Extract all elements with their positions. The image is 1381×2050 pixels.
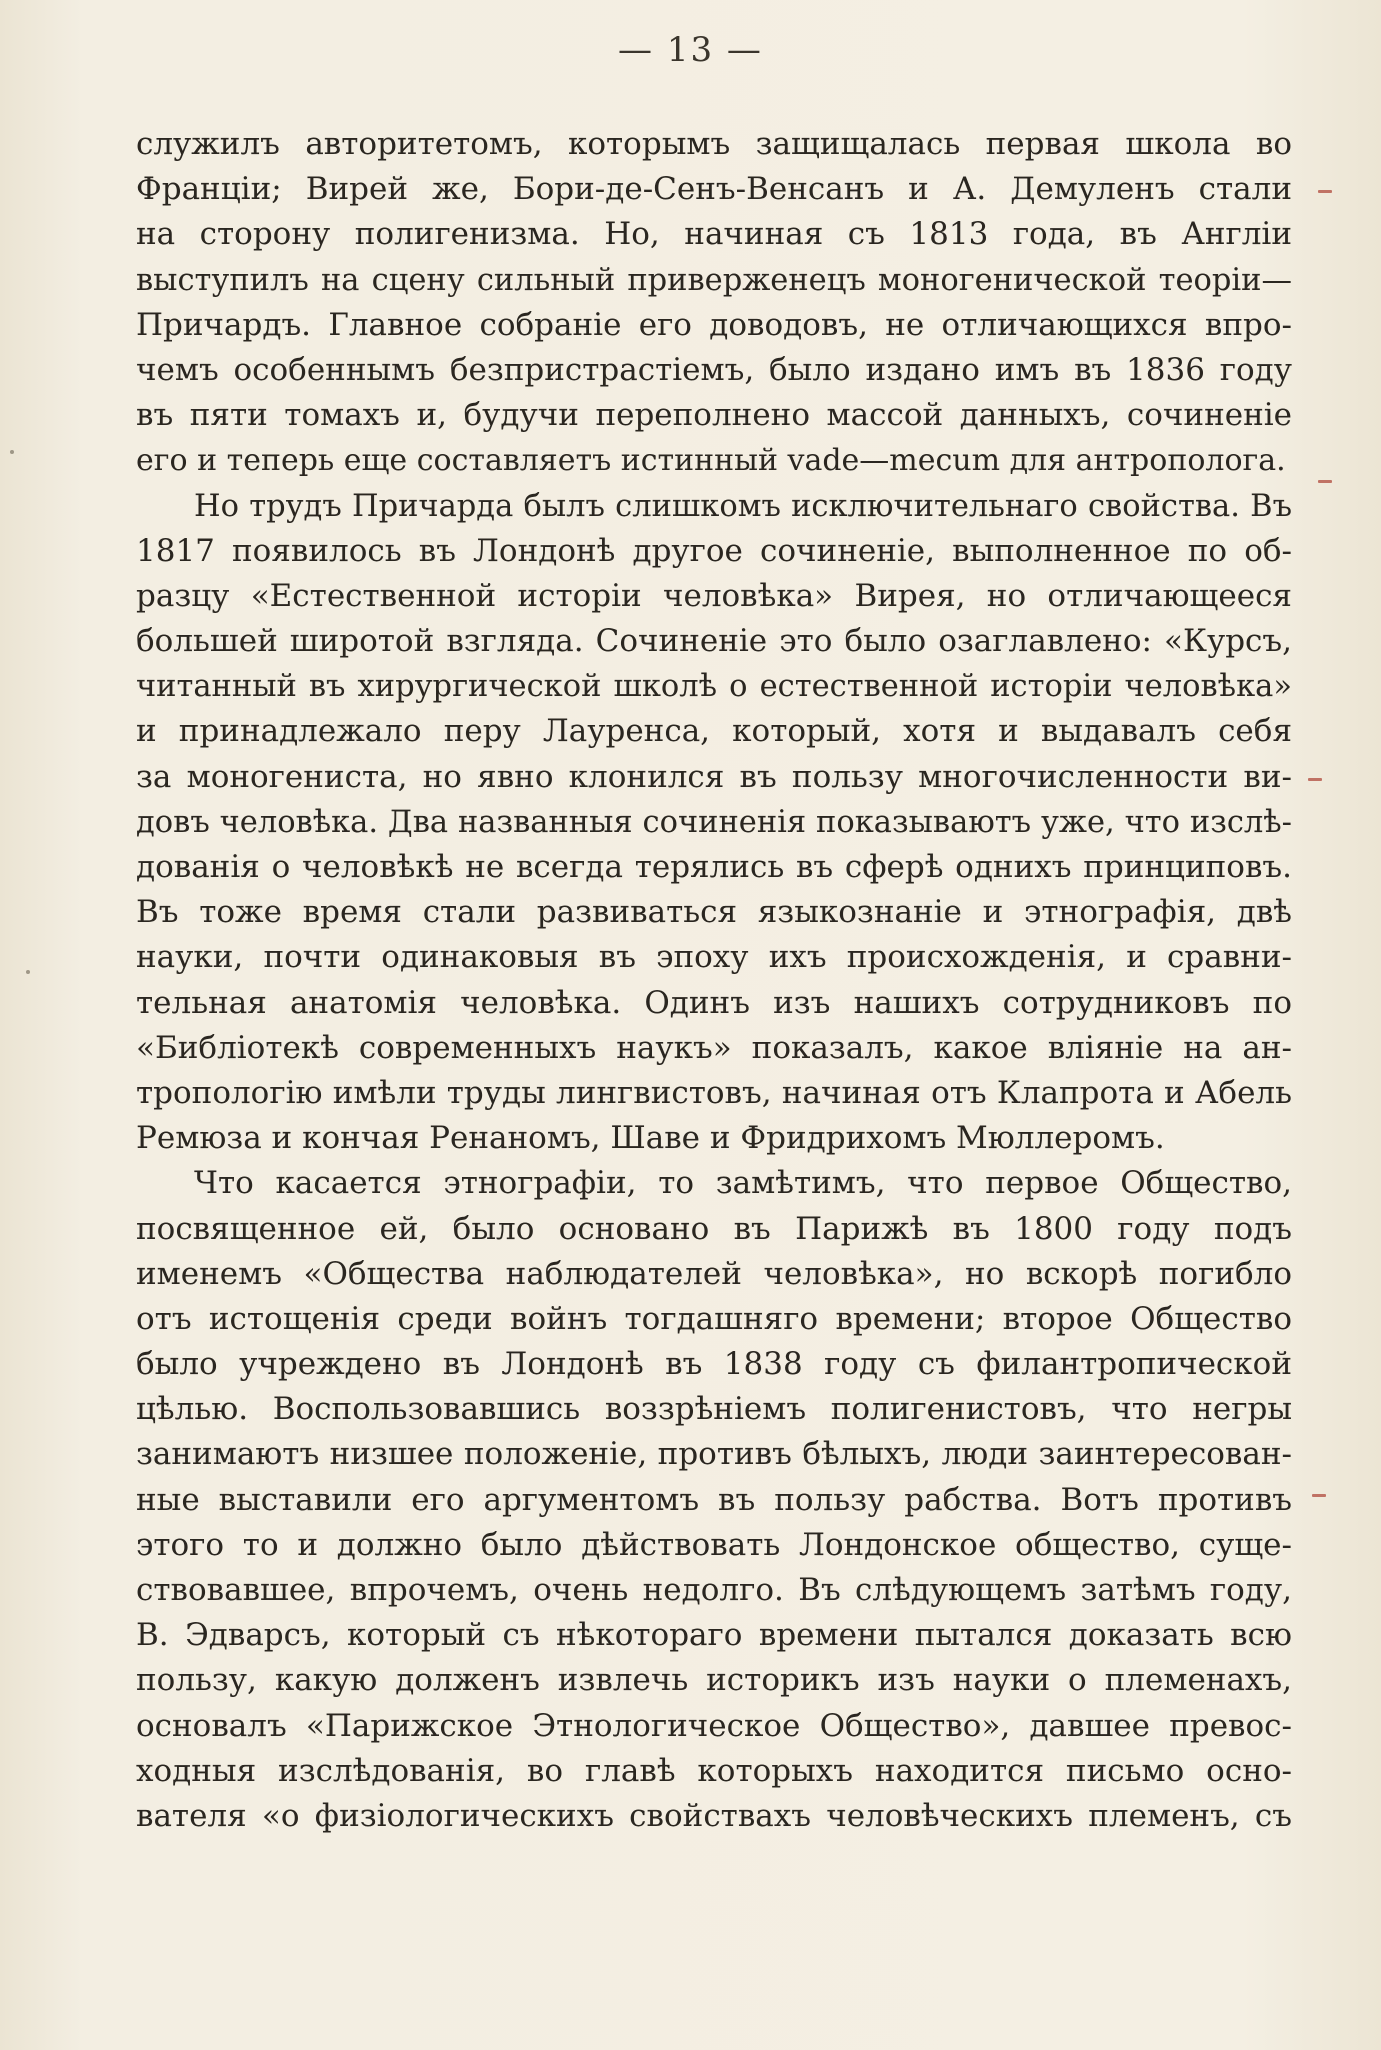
text-line: Причардъ. Главное собраніе его доводовъ, не отличающихся впро- bbox=[136, 306, 1292, 343]
text-line: занимаютъ низшее положеніе, противъ бѣлыхъ, люди заинтересован- bbox=[136, 1436, 1292, 1473]
text-line: читанный въ хирургической школѣ о естественной исторіи человѣка» bbox=[136, 669, 1292, 705]
text-line: служилъ авторитетомъ, которымъ защищалась первая школа во bbox=[136, 126, 1292, 162]
text-line: «Библіотекѣ современныхъ наукъ» показалъ, какое вліяніе на ан- bbox=[136, 1029, 1292, 1066]
text-line: основалъ «Парижское Этнологическое Общество», давшее превос- bbox=[136, 1707, 1292, 1744]
text-line: тельная анатомія человѣка. Одинъ изъ нашихъ сотрудниковъ по bbox=[136, 984, 1292, 1021]
margin-mark bbox=[1312, 1494, 1326, 1497]
text-line: за моногениста, но явно клонился въ пользу многочисленности ви- bbox=[136, 758, 1292, 795]
margin-mark bbox=[1318, 190, 1332, 193]
paper-speck bbox=[26, 970, 30, 974]
text-line: посвященное ей, было основано въ Парижѣ въ 1800 году подъ bbox=[136, 1210, 1292, 1247]
text-line: тропологію имѣли труды лингвистовъ, начиная отъ Клапрота и Абель bbox=[136, 1074, 1292, 1111]
paragraph-start-line: Что касается этнографіи, то замѣтимъ, что первое Общество, bbox=[194, 1165, 1292, 1202]
page-number: — 13 — bbox=[618, 30, 763, 70]
margin-mark bbox=[1318, 480, 1332, 483]
text-line: этого то и должно было дѣйствовать Лондонское общество, суще- bbox=[136, 1526, 1292, 1563]
text-line: Франціи; Вирей же, Бори-де-Сенъ-Венсанъ и А. Демуленъ стали bbox=[136, 171, 1292, 208]
paper-speck bbox=[10, 450, 14, 454]
text-line: ходныя изслѣдованія, во главѣ которыхъ находится письмо осно- bbox=[136, 1752, 1292, 1789]
text-line: его и теперь еще составляетъ истинный vade—mecum для антрополога. bbox=[136, 443, 1286, 479]
text-line: ные выставили его аргументомъ въ пользу рабства. Вотъ противъ bbox=[136, 1481, 1292, 1518]
text-line: и принадлежало перу Лауренса, который, хотя и выдавалъ себя bbox=[136, 713, 1292, 750]
text-line: Въ тоже время стали развиваться языкознаніе и этнографія, двѣ bbox=[136, 894, 1292, 931]
text-line: на сторону полигенизма. Но, начиная съ 1813 года, въ Англіи bbox=[136, 216, 1292, 253]
paragraph-start-line: Но трудъ Причарда былъ слишкомъ исключительнаго свойства. Въ bbox=[194, 488, 1292, 524]
text-line: науки, почти одинаковыя въ эпоху ихъ происхожденія, и сравни- bbox=[136, 939, 1292, 976]
text-line: выступилъ на сцену сильный приверженецъ моногенической теоріи— bbox=[136, 262, 1292, 298]
text-line: Ремюза и кончая Ренаномъ, Шаве и Фридрихомъ Мюллеромъ. bbox=[136, 1120, 1165, 1157]
text-line: было учреждено въ Лондонѣ въ 1838 году съ филантропической bbox=[136, 1346, 1292, 1383]
text-line: В. Эдварсъ, который съ нѣкотораго времени пытался доказать всю bbox=[136, 1617, 1292, 1654]
text-line: именемъ «Общества наблюдателей человѣка», но вскорѣ погибло bbox=[136, 1255, 1292, 1292]
text-line: 1817 появилось въ Лондонѣ другое сочиненіе, выполненное по об- bbox=[136, 532, 1292, 569]
text-line: разцу «Естественной исторіи человѣка» Вирея, но отличающееся bbox=[136, 577, 1292, 614]
text-line: дованія о человѣкѣ не всегда терялись въ сферѣ однихъ принциповъ. bbox=[136, 849, 1292, 885]
text-line: пользу, какую долженъ извлечь историкъ изъ науки о племенахъ, bbox=[136, 1662, 1292, 1699]
text-line: вателя «о физіологическихъ свойствахъ человѣческихъ племенъ, съ bbox=[136, 1797, 1292, 1834]
body-text bbox=[136, 122, 1292, 1839]
text-line: отъ истощенія среди войнъ тогдашняго времени; второе Общество bbox=[136, 1300, 1292, 1337]
text-line: ствовавшее, впрочемъ, очень недолго. Въ слѣдующемъ затѣмъ году, bbox=[136, 1572, 1292, 1608]
text-line: большей широтой взгляда. Сочиненіе это было озаглавлено: «Курсъ, bbox=[136, 623, 1292, 660]
text-line: чемъ особеннымъ безпристрастіемъ, было издано имъ въ 1836 году bbox=[136, 351, 1292, 388]
text-line: цѣлью. Воспользовавшись воззрѣніемъ полигенистовъ, что негры bbox=[136, 1391, 1292, 1428]
text-line: въ пяти томахъ и, будучи переполнено массой данныхъ, сочиненіе bbox=[136, 397, 1292, 434]
margin-mark bbox=[1308, 778, 1322, 781]
text-line: довъ человѣка. Два названныя сочиненія показываютъ уже, что изслѣ- bbox=[136, 804, 1292, 840]
